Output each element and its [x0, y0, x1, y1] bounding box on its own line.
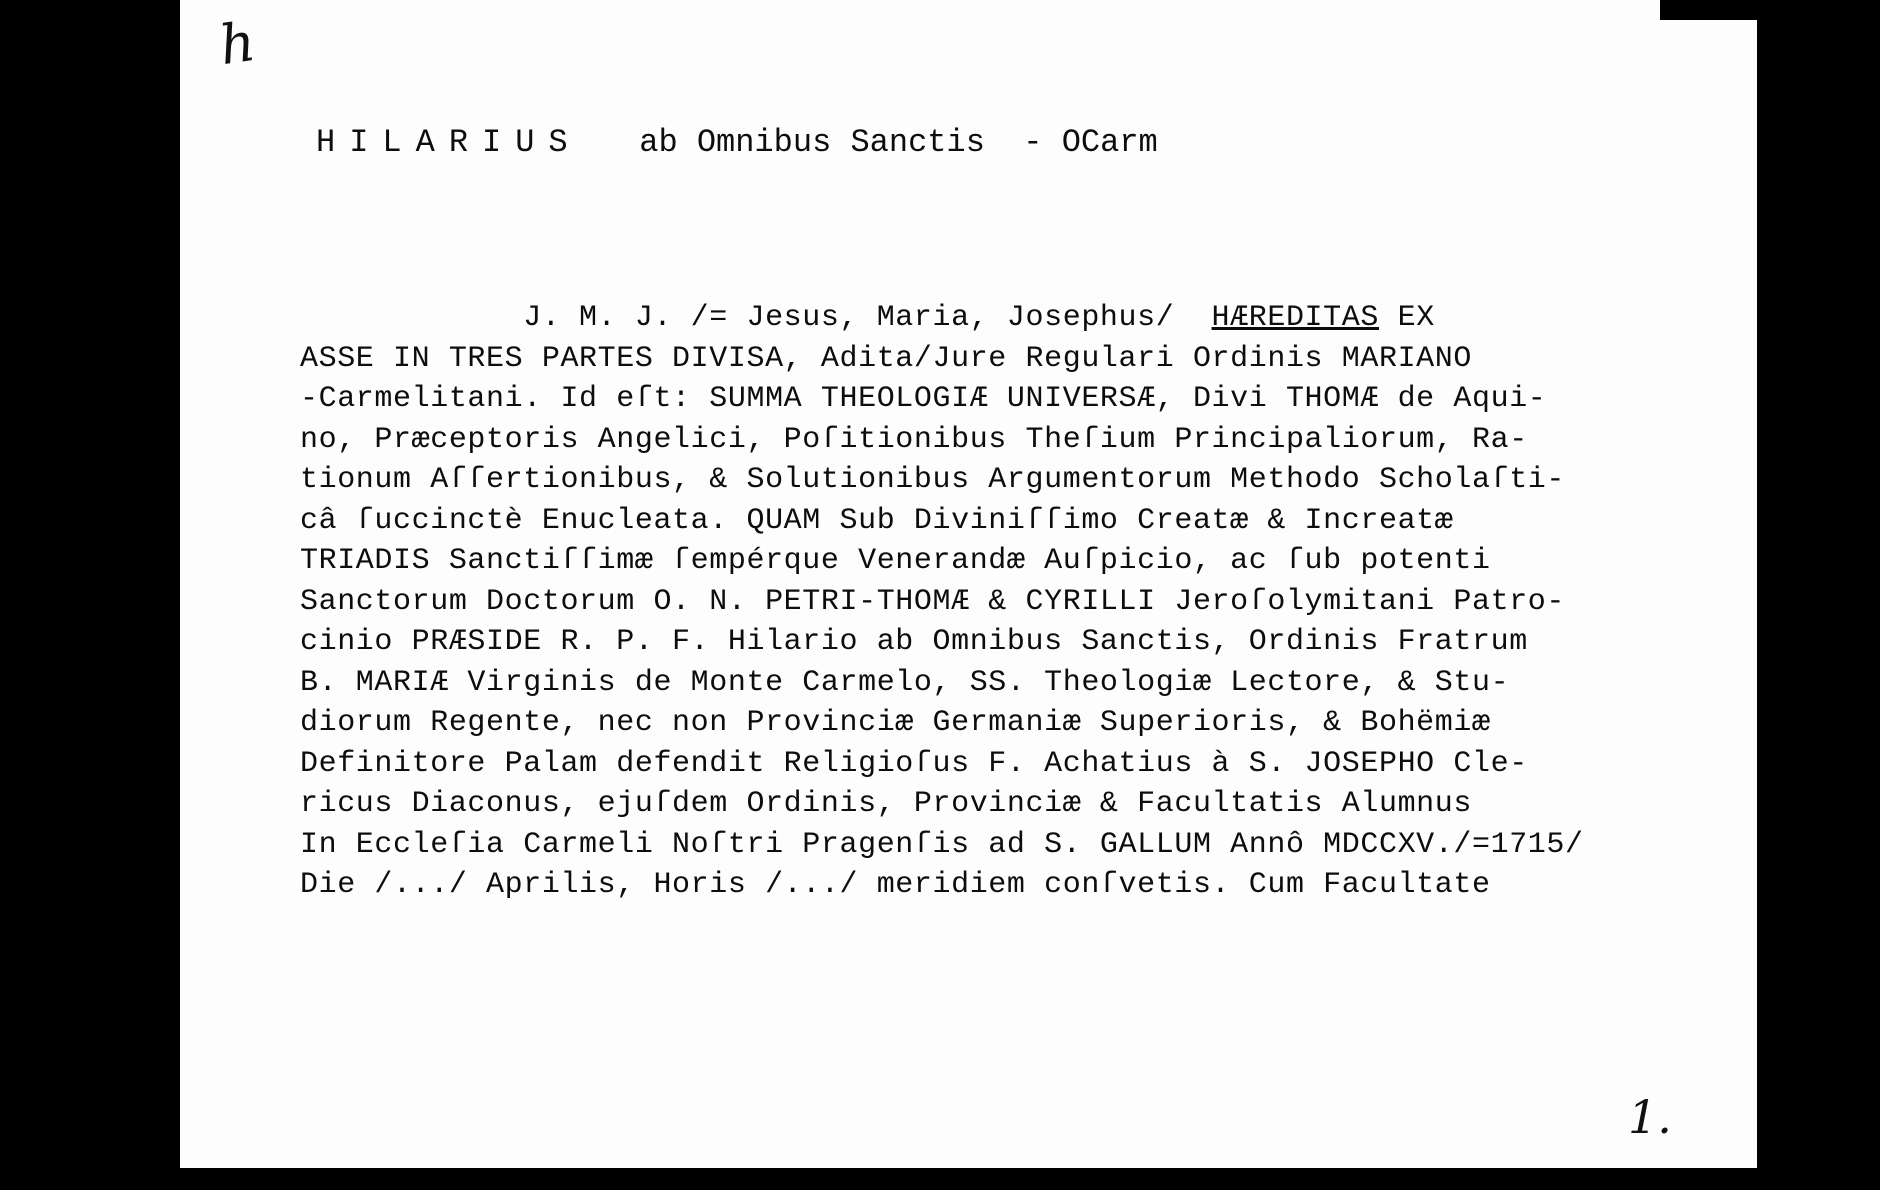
text-line: tionum Aſſertionibus, & Solutionibus Argumentorum Methodo Scholaſti-	[300, 463, 1565, 497]
text-line: Sanctorum Doctorum O. N. PETRI-THOMÆ & CYRILLI Jeroſolymitani Patro-	[300, 584, 1565, 619]
religious-order: - OCarm	[1023, 124, 1158, 161]
text-line: -Carmelitani. Id eſt: SUMMA THEOLOGIÆ UNIVERSÆ, Divi THOMÆ de Aqui-	[300, 382, 1547, 416]
text-line: no, Præceptoris Angelici, Poſitionibus Theſium Principaliorum, Ra-	[300, 422, 1528, 457]
text-line: cinio PRÆSIDE R. P. F. Hilario ab Omnibus Sanctis, Ordinis Fratrum	[300, 625, 1528, 659]
text-line: In Eccleſia Carmeli Noſtri Pragenſis ad S. GALLUM Annô MDCCXV./=1715/	[300, 827, 1584, 862]
title-transcription	[300, 298, 1670, 906]
text-line: ricus Diaconus, ejuſdem Ordinis, Provinciæ & Facultatis Alumnus	[300, 787, 1472, 821]
text-line: câ ſuccinctè Enucleata. QUAM Sub Diviniſſimo Creatæ & Increatæ	[300, 503, 1454, 538]
scan-top-edge	[1660, 0, 1760, 20]
text-line	[300, 298, 1670, 339]
scan-left-border	[0, 0, 180, 1190]
card-heading	[316, 124, 1158, 161]
text-line-part: J. M. J. /= Jesus, Maria, Josephus/	[300, 301, 1212, 335]
text-line: ASSE IN TRES PARTES DIVISA, Adita/Jure Regulari Ordinis MARIANO	[300, 341, 1472, 376]
text-line: Definitore Palam defendit Religioſus F. Achatius à S. JOSEPHO Cle-	[300, 746, 1528, 781]
scan-right-border	[1757, 0, 1880, 1190]
text-line: TRIADIS Sanctiſſimæ ſempérque Venerandæ Auſpicio, ac ſub potenti	[300, 544, 1491, 578]
author-name: HILARIUS	[316, 124, 582, 161]
author-name-rest: ab Omnibus Sanctis	[639, 124, 985, 161]
text-line: Die /.../ Aprilis, Horis /.../ meridiem conſvetis. Cum Facultate	[300, 868, 1491, 902]
handwritten-page-number: 1.	[1628, 1090, 1672, 1144]
text-line: diorum Regente, nec non Provinciæ Germaniæ Superioris, & Bohëmiæ	[300, 706, 1491, 740]
scan-bottom-border	[0, 1168, 1880, 1190]
underlined-title-word: HÆREDITAS	[1211, 301, 1379, 335]
text-line: B. MARIÆ Virginis de Monte Carmelo, SS. Theologiæ Lectore, & Stu-	[300, 665, 1510, 700]
handwritten-corner-mark: h	[215, 9, 259, 78]
text-line-part: EX	[1378, 301, 1435, 335]
